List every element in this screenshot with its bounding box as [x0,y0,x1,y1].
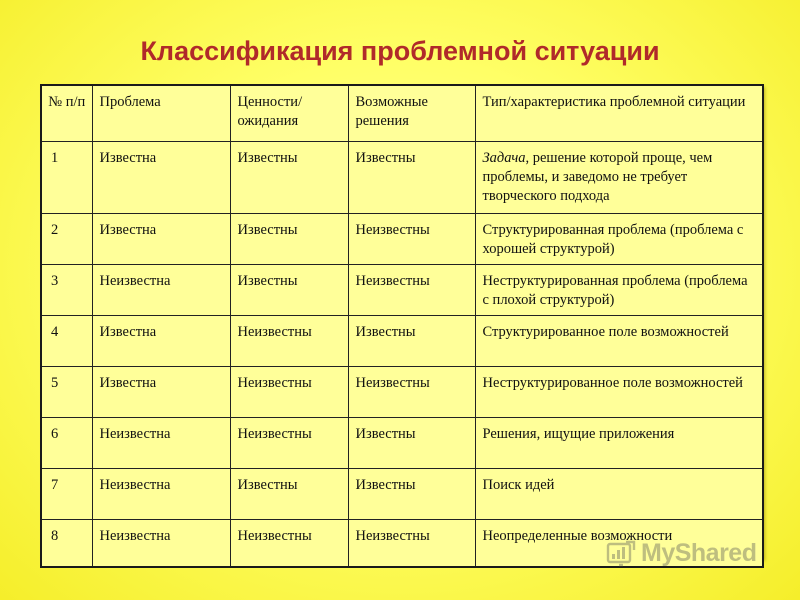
table-row [41,264,763,315]
header-problem: Проблема [92,85,230,141]
classification-table-wrapper [40,84,762,558]
row-solutions: Известны [348,141,475,213]
classification-table [40,84,764,568]
row-type: Неструктурированное поле возможностей [475,366,763,417]
row-solutions: Неизвестны [348,366,475,417]
row-values: Известны [230,264,348,315]
row-number: 3 [41,264,92,315]
table-row [41,468,763,519]
row-solutions: Неизвестны [348,264,475,315]
row-solutions: Известны [348,417,475,468]
header-solutions: Возможные решения [348,85,475,141]
slide-title: Классификация проблемной ситуации [140,36,660,66]
row-problem: Неизвестна [92,519,230,567]
row-type: Поиск идей [475,468,763,519]
row-solutions: Неизвестны [348,213,475,264]
row-type: Неопределенные возможности [475,519,763,567]
row-values: Неизвестны [230,519,348,567]
row-values: Известны [230,468,348,519]
row-number: 4 [41,315,92,366]
row-type-emphasis: Задача [482,149,526,166]
header-type: Тип/характеристика проблемной ситуации [475,85,763,141]
row-solutions: Известны [348,315,475,366]
row-problem: Неизвестна [92,417,230,468]
table-row [41,213,763,264]
row-number: 1 [41,141,92,213]
row-problem: Известна [92,366,230,417]
row-number: 6 [41,417,92,468]
row-solutions: Известны [348,468,475,519]
row-type-text: , решение которой проще, чем проблемы, и заведомо не требует творческого подхода [482,149,713,204]
row-problem: Неизвестна [92,264,230,315]
watermark-text: MyShared [641,538,757,567]
header-values: Ценности/ ожидания [230,85,348,141]
row-type: Структурированное поле возможностей [475,315,763,366]
row-number: 7 [41,468,92,519]
table-row [41,417,763,468]
row-solutions: Неизвестны [348,519,475,567]
row-values: Известны [230,141,348,213]
watermark [606,536,756,570]
row-problem: Известна [92,213,230,264]
table-row [41,366,763,417]
table-header-row [41,85,763,141]
row-type: Структурированная проблема (проблема с хорошей структурой) [475,213,763,264]
row-problem: Неизвестна [92,468,230,519]
row-problem: Известна [92,315,230,366]
row-values: Неизвестны [230,315,348,366]
table-row [41,141,763,213]
row-values: Неизвестны [230,417,348,468]
row-type: Решения, ищущие приложения [475,417,763,468]
row-number: 8 [41,519,92,567]
row-type [475,141,763,213]
row-number: 5 [41,366,92,417]
row-values: Известны [230,213,348,264]
row-problem: Известна [92,141,230,213]
myshared-logo-icon [606,538,636,568]
table-row [41,315,763,366]
row-type: Неструктурированная проблема (проблема с плохой структурой) [475,264,763,315]
row-number: 2 [41,213,92,264]
row-values: Неизвестны [230,366,348,417]
header-number: № п/п [41,85,92,141]
